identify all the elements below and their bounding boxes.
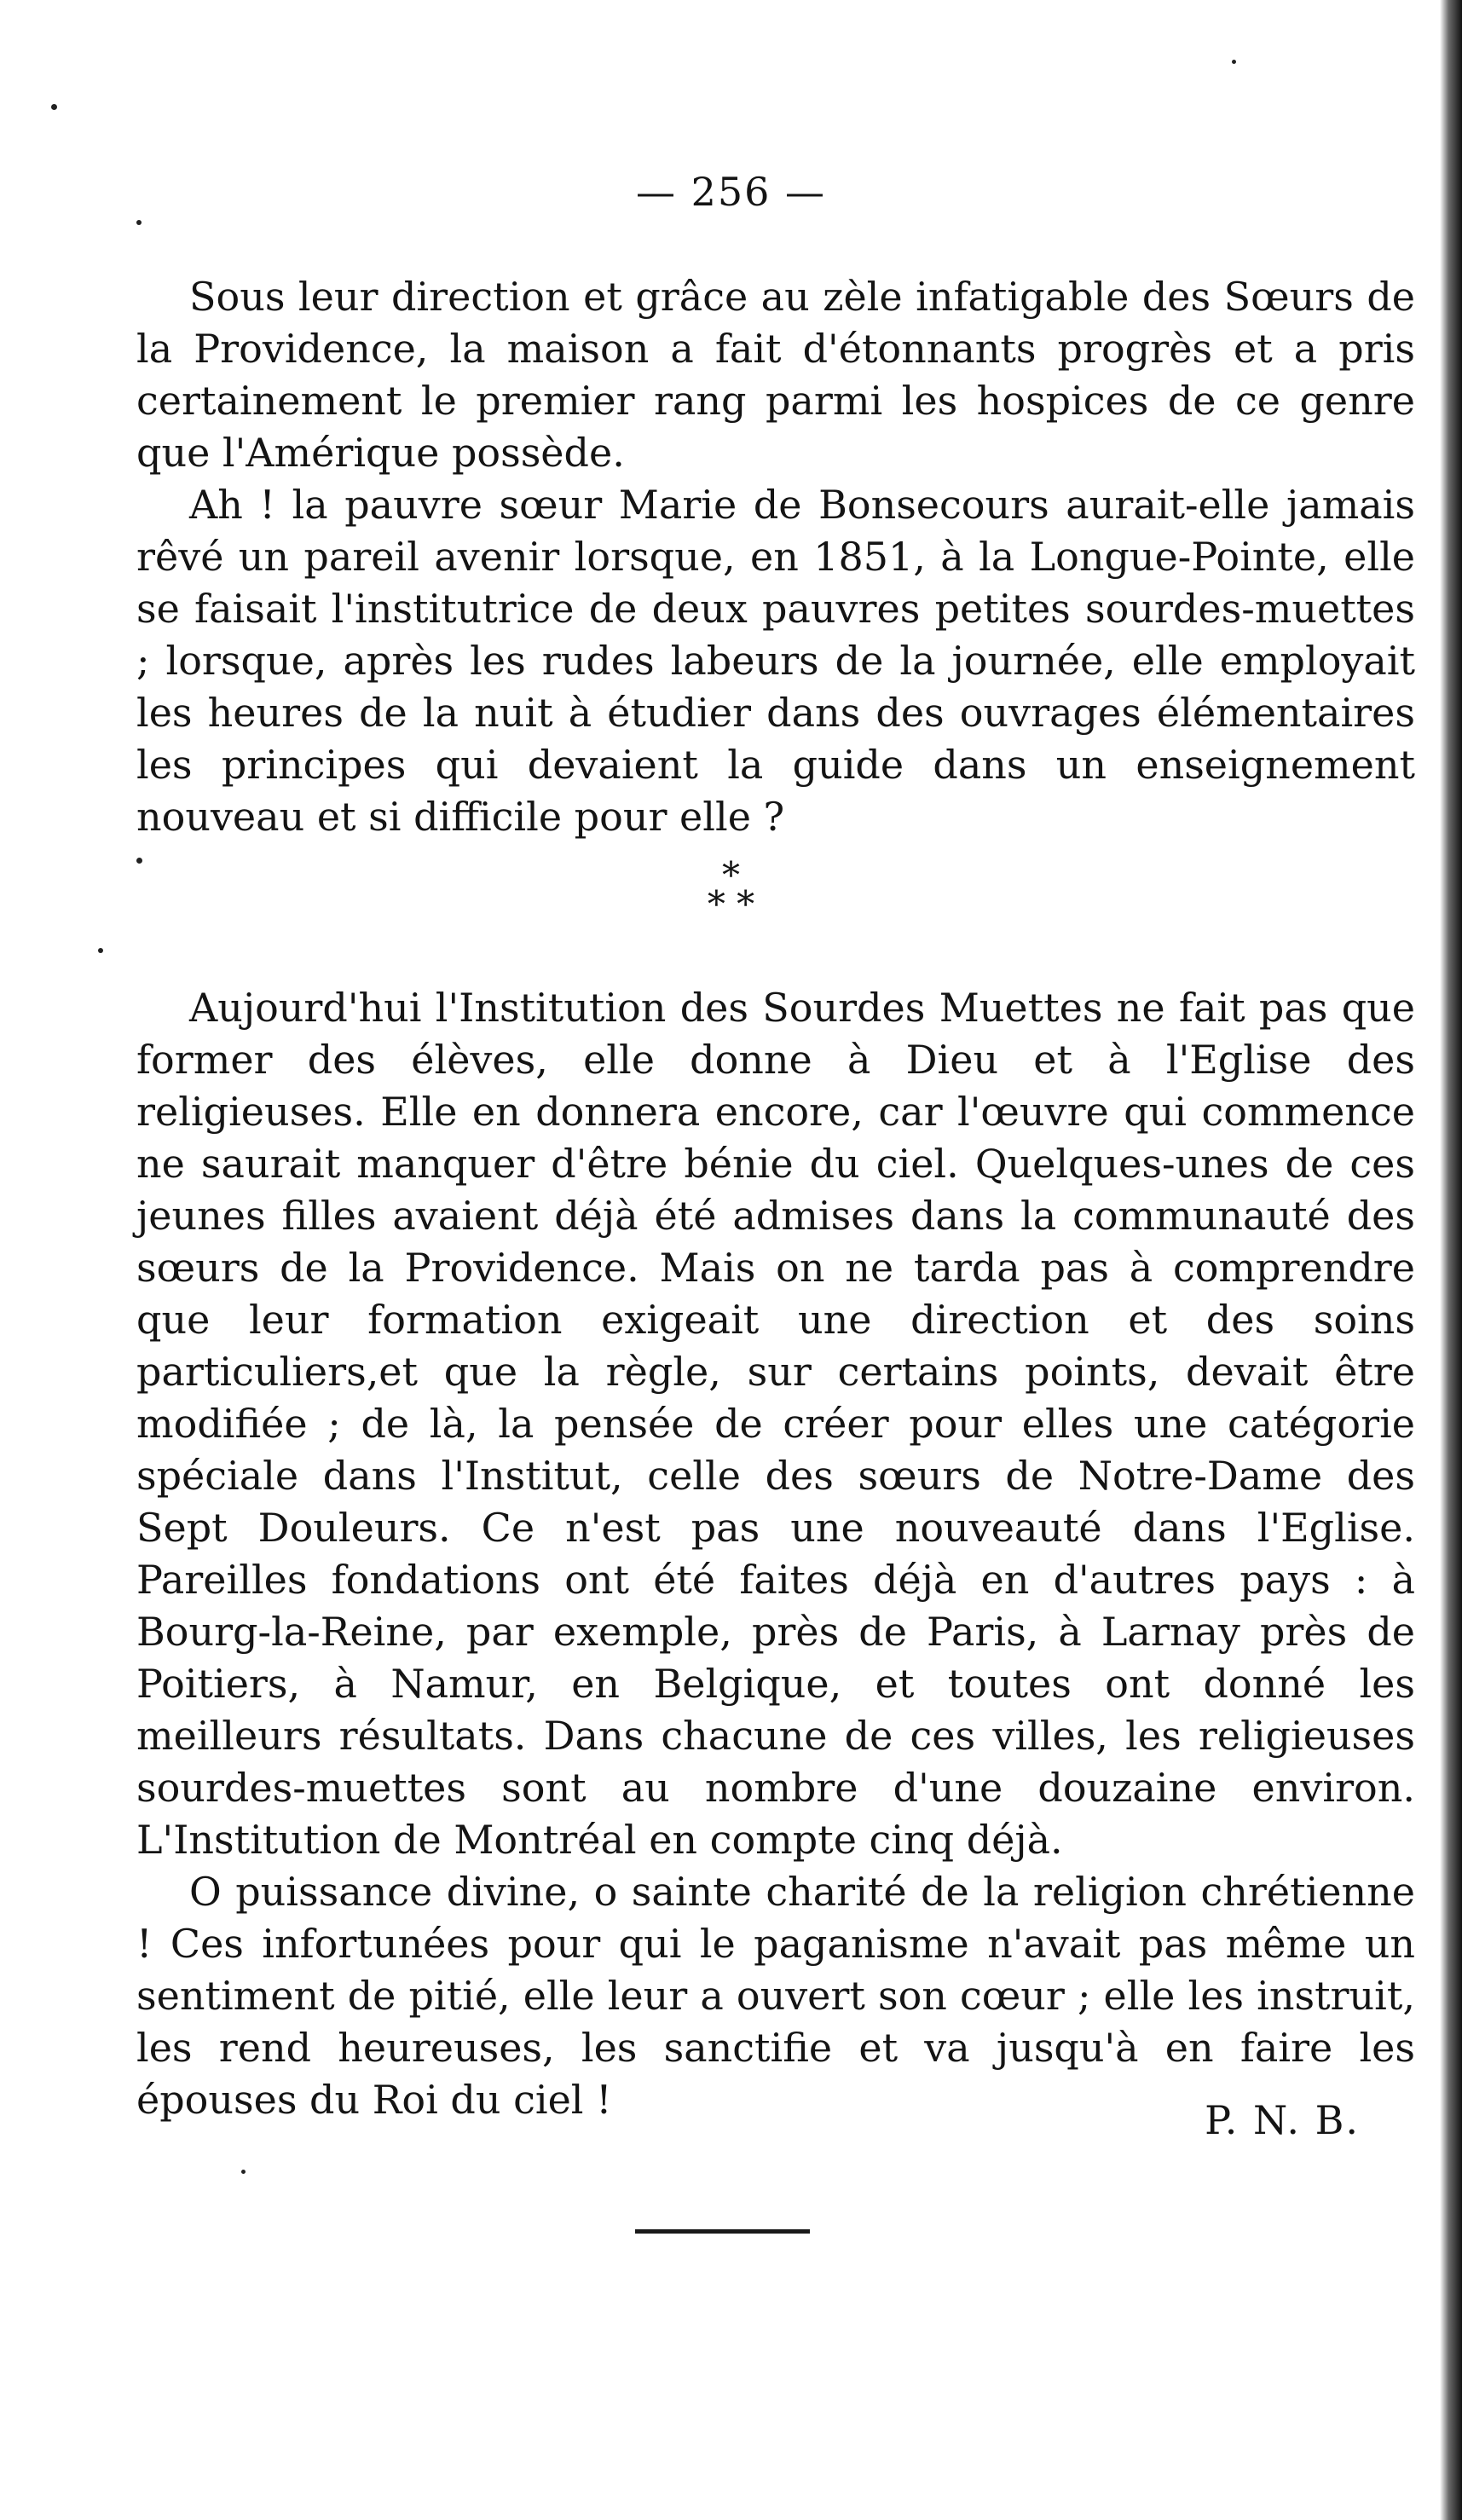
scan-speck bbox=[136, 858, 142, 864]
section-separator-asterism bbox=[0, 854, 1462, 925]
text-section-top bbox=[136, 271, 1415, 843]
scan-speck bbox=[51, 104, 57, 110]
paragraph: Ah ! la pauvre sœur Marie de Bonsecours aurait-elle jamais rêvé un pareil avenir lorsque, en 1851, à la Longue-Pointe, elle se faisait l'institutrice de deux pauvres petites sourdes-muettes ; lorsque, après les rudes labeurs de la journée, elle employait les heures de la nuit à étudier dans des ouvrages élémentaires les principes qui devaient la guide dans un enseignement nouveau et si difficile pour elle ? bbox=[136, 482, 1415, 840]
paragraph: Aujourd'hui l'Institution des Sourdes Muettes ne fait pas que former des élèves, elle donne à Dieu et à l'Eglise des religieuses. Elle en donnera encore, car l'œuvre qui commence ne saurait manquer d'être bénie du ciel. Quelques-unes de ces jeunes filles avaient déjà été admises dans la communauté des sœurs de la Providence. Mais on ne tarda pas à comprendre que leur formation exigeait une direction et des soins particuliers,et que la règle, sur certains points, devait être modifiée ; de là, la pensée de créer pour elles une catégorie spéciale dans l'Institut, celle des sœurs de Notre-Dame des Sept Douleurs. Ce n'est pas une nouveauté dans l'Eglise. Pareilles fondations ont été faites déjà en d'autres pays : à Bourg-la-Reine, par exemple, près de Paris, à Larnay près de Poitiers, à Namur, en Belgique, et toutes ont donné les meilleurs résultats. Dans chacune de ces villes, les religieuses sourdes-muettes sont au nombre d'une douzaine environ. L'Institution de Montréal en compte cinq déjà. bbox=[136, 985, 1415, 1863]
scan-speck bbox=[98, 948, 103, 953]
paragraph: O puissance divine, o sainte charité de la religion chrétienne ! Ces infortunées pour qui le paganisme n'avait pas même un sentiment de pitié, elle leur a ouvert son cœur ; elle les instruit, les rend heureuses, les sanctifie et va jusqu'à en faire les épouses du Roi du ciel ! bbox=[136, 1869, 1415, 2123]
scan-speck bbox=[1232, 60, 1236, 64]
page-edge-shadow bbox=[1440, 0, 1462, 2520]
paragraph: Sous leur direction et grâce au zèle infatigable des Sœurs de la Providence, la maison a fait d'étonnants progrès et a pris certainement le premier rang parmi les hospices de ce genre que l'Amérique possède. bbox=[136, 274, 1415, 476]
scan-speck bbox=[241, 2170, 246, 2174]
page-number: — 256 — bbox=[635, 169, 827, 215]
asterism: * * * bbox=[707, 854, 755, 925]
text-section-bottom bbox=[136, 982, 1415, 2126]
scan-speck bbox=[136, 220, 142, 225]
closing-rule bbox=[635, 2229, 810, 2234]
author-signature: P. N. B. bbox=[1205, 2097, 1360, 2143]
